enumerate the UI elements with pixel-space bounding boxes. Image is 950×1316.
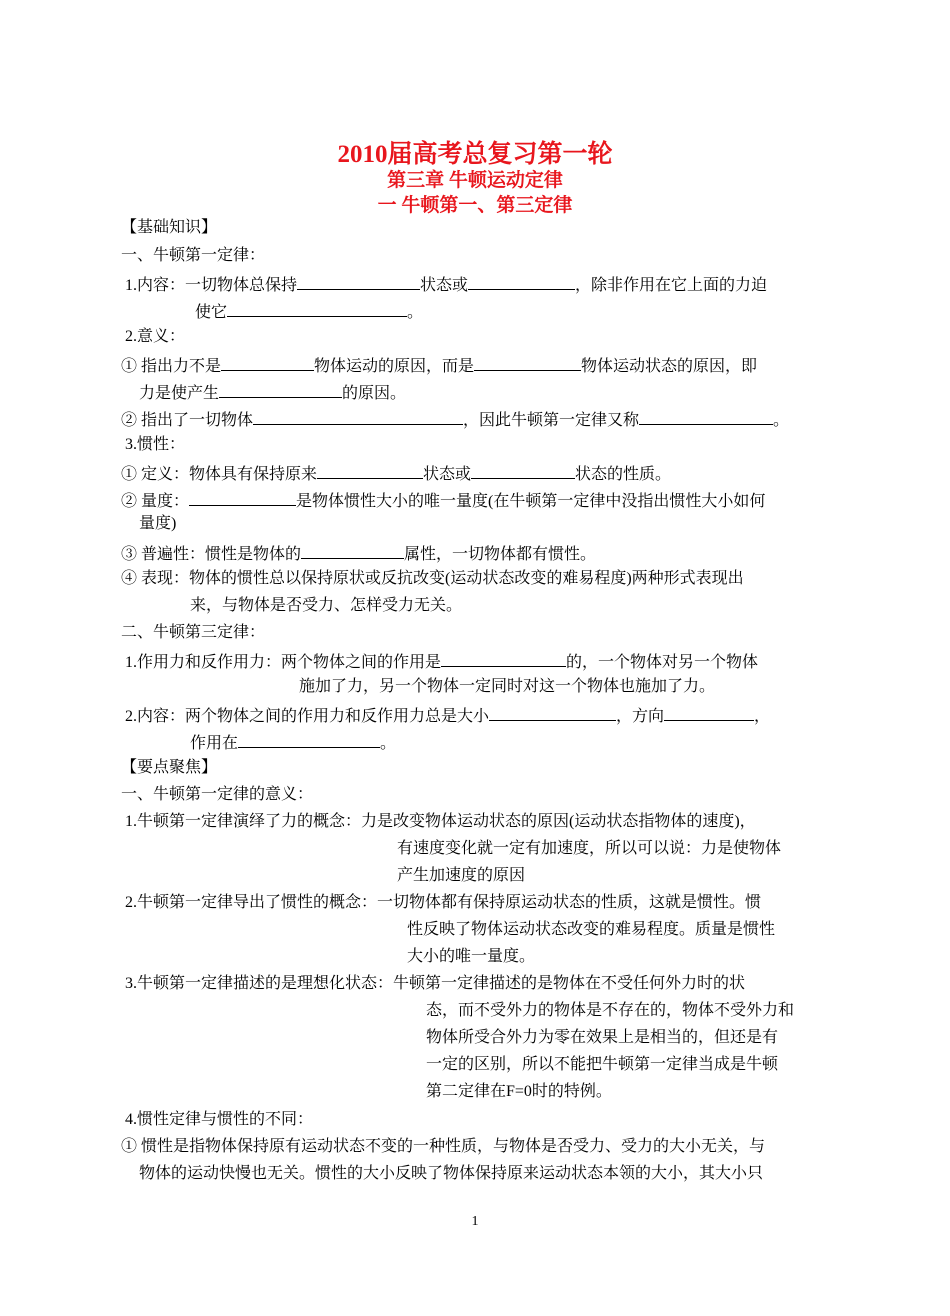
law1-item3-p1: ① 定义：物体具有保持原来 状态或 状态的性质。 [121,462,671,485]
focus-sub1: 一、牛顿第一定律的意义： [121,786,314,803]
law3-item1-line1: 1.作用力和反作用力：两个物体之间的作用是 的，一个物体对另一个物体 [125,650,758,673]
focus-p3-line5: 第二定律在F=0时的特例。 [426,1083,612,1100]
law1-item3-p4-line2: 来，与物体是否受力、怎样受力无关。 [190,597,463,614]
focus-p3-line4: 一定的区别，所以不能把牛顿第一定律当成是牛顿 [426,1056,779,1073]
fill-blank [468,273,575,290]
focus-p1-line1: 1.牛顿第一定律演绎了力的概念：力是改变物体运动状态的原因(运动状态指物体的速度)， [125,813,756,830]
fill-blank [317,462,423,479]
focus-p3-line2: 态，而不受外力的物体是不存在的，物体不受外力和 [426,1002,795,1019]
law1-item2-p1-line1: ① 指出力不是 物体运动的原因，而是 物体运动状态的原因，即 [121,354,757,377]
section-title: 一 牛顿第一、第三定律 [377,195,573,216]
focus-p5-line2: 物体的运动快慢也无关。惯性的大小反映了物体保持原来运动状态本领的大小，其大小只 [139,1165,764,1182]
item-number: 1. [125,277,137,294]
focus-p1-line3: 产生加速度的原因 [397,867,526,884]
law1-item3-p2-line1: ② 量度： 是物体惯性大小的唯一量度(在牛顿第一定律中没指出惯性大小如何 [121,489,765,512]
fill-blank [189,489,296,506]
law1-item2-p1-line2: 力是使产生 的原因。 [139,381,406,404]
law1-item2-label: 2.意义： [125,328,186,345]
fill-blank [664,704,754,721]
focus-p4: 4.惯性定律与惯性的不同： [125,1111,314,1128]
fill-blank [441,650,566,667]
focus-p3-line1: 3.牛顿第一定律描述的是理想化状态：牛顿第一定律描述的是物体在不受任何外力时的状 [125,975,746,992]
focus-p2-line1: 2.牛顿第一定律导出了惯性的概念：一切物体都有保持原运动状态的性质，这就是惯性。惯 [125,894,762,911]
chapter-title: 第三章 牛顿运动定律 [387,170,563,191]
fill-blank [474,354,581,371]
fill-blank [227,300,407,317]
focus-p5-line1: ① 惯性是指物体保持原有运动状态不变的一种性质，与物体是否受力、受力的大小无关，与 [121,1138,766,1155]
fill-blank [471,462,575,479]
law1-item3-p3: ③ 普遍性：惯性是物体的 属性，一切物体都有惯性。 [121,542,596,565]
law3-item2-line1: 2.内容：两个物体之间的作用力和反作用力总是大小 ，方向 ， [125,704,770,727]
basics-heading: 【基础知识】 [121,219,218,236]
fill-blank [253,408,463,425]
focus-p2-line3: 大小的唯一量度。 [407,948,536,965]
fill-blank [639,408,773,425]
law1-item3-label: 3.惯性： [125,436,186,453]
law1-item1-line1: 1.内容：一切物体总保持 状态或 ，除非作用在它上面的力迫 [125,273,767,296]
doc-title: 2010届高考总复习第一轮 [337,141,613,168]
fill-blank [221,354,314,371]
law1-item1-line2: 使它 。 [195,300,423,323]
focus-p3-line3: 物体所受合外力为零在效果上是相当的，但还是有 [426,1029,779,1046]
law1-heading: 一、牛顿第一定律： [121,247,266,264]
focus-heading: 【要点聚焦】 [121,759,218,776]
fill-blank [489,704,616,721]
fill-blank [297,273,420,290]
law1-item3-p4-line1: ④ 表现：物体的惯性总以保持原状或反抗改变(运动状态改变的难易程度)两种形式表现出 [121,570,744,587]
page-number: 1 [471,1214,479,1229]
fill-blank [238,731,380,748]
fill-blank [219,381,342,398]
fill-blank [301,542,404,559]
law1-item3-p2-line2: 量度) [139,515,177,532]
law3-item2-line2: 作用在 。 [190,731,396,754]
law3-item1-line2: 施加了力，另一个物体一定同时对这一个物体也施加了力。 [299,678,716,695]
law1-item2-p2: ② 指出了一切物体 ，因此牛顿第一定律又称 。 [121,408,789,431]
focus-p1-line2: 有速度变化就一定有加速度，所以可以说：力是使物体 [397,840,782,857]
law3-heading: 二、牛顿第三定律： [121,624,266,641]
focus-p2-line2: 性反映了物体运动状态改变的难易程度。质量是惯性 [407,921,776,938]
